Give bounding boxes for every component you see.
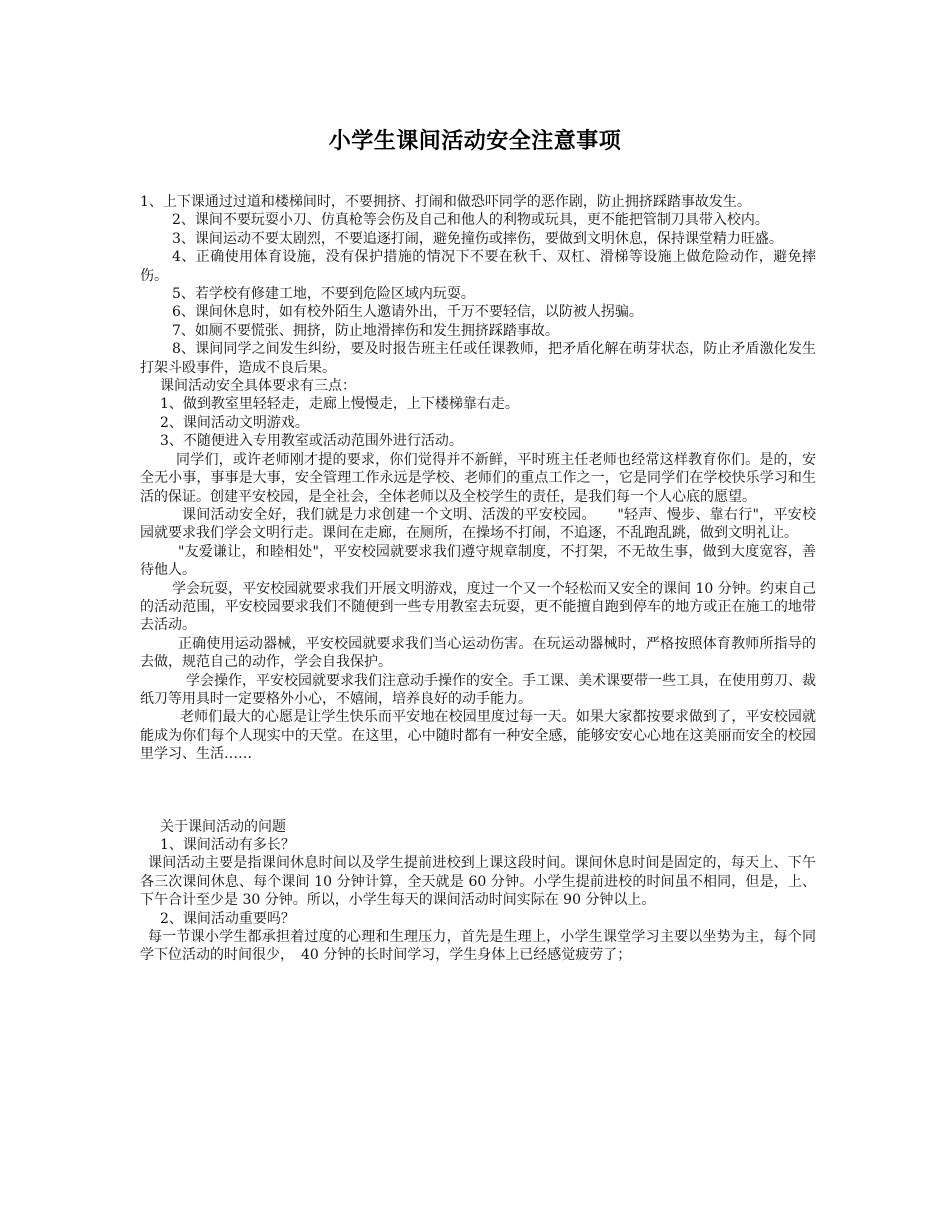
paragraph: 8、课间同学之间发生纠纷，要及时报告班主任或任课教师，把矛盾化解在萌芽状态，防止矛盾激化发生打架斗殴事件，造成不良后果。 — [140, 341, 816, 376]
paragraph: 同学们，或许老师刚才提的要求，你们觉得并不新鲜，平时班主任老师也经常这样教育你们。是的，安全无小事，事事是大事，安全管理工作永远是学校、老师们的重点工作之一，它是同学们在学校快乐学习和生活的保证。创建平安校园，是全社会，全体老师以及全校学生的责任，是我们每一个人心底的愿望。 — [140, 451, 816, 505]
paragraph: 1、做到教室里轻轻走，走廊上慢慢走，上下楼梯靠右走。 — [160, 396, 519, 413]
paragraph: 3、课间运动不要太剧烈，不要追逐打闹，避免撞伤或摔伤，要做到文明休息，保持课堂精力旺盛。 — [172, 230, 783, 247]
paragraph: 老师们最大的心愿是让学生快乐而平安地在校园里度过每一天。如果大家都按要求做到了，平安校园就能成为你们每个人现实中的天堂。在这里，心中随时都有一种安全感，能够安安心心地在这美丽而安全的校园里学习、生活…… — [140, 709, 816, 763]
paragraph: 5、若学校有修建工地，不要到危险区域内玩耍。 — [172, 286, 475, 303]
document-title: 小学生课间活动安全注意事项 — [328, 129, 622, 154]
paragraph: 正确使用运动器械，平安校园就要求我们当心运动伤害。在玩运动器械时，严格按照体育教师所指导的去做，规范自己的动作，学会自我保护。 — [140, 635, 816, 671]
paragraph: 每一节课小学生都承担着过度的心理和生理压力，首先是生理上，小学生课堂学习主要以坐势为主，每个同学下位活动的时间很少， 40 分钟的长时间学习，学生身体上已经感觉疲劳了； — [140, 929, 816, 964]
paragraph: 学会玩耍，平安校园就要求我们开展文明游戏，度过一个又一个轻松而又安全的课间 10 分钟。约束自己的活动范围，平安校园要求我们不随便到一些专用教室去玩耍，更不能擅自跑到停车的地方或正在施工的地带去活动。 — [140, 580, 816, 634]
paragraph: 课间活动安全好，我们就是力求创建一个文明、活泼的平安校园。 "轻声、慢步、靠右行"，平安校园就要求我们学会文明行走。课间在走廊，在厕所，在操场不打闹，不追逐，不乱跑乱跳，做到文明礼让。 — [140, 506, 816, 542]
paragraph — [140, 764, 816, 818]
paragraph: 1、课间活动有多长？ — [160, 837, 295, 853]
paragraph: 2、课间不要玩耍小刀、仿真枪等会伤及自己和他人的利物或玩具，更不能把管制刀具带入校内。 — [172, 212, 769, 229]
paragraph: 3、不随便进入专用教室或活动范围外进行活动。 — [160, 433, 463, 450]
paragraph: 1、上下课通过过道和楼梯间时，不要拥挤、打闹和做恐吓同学的恶作剧，防止拥挤踩踏事故发生。 — [140, 194, 751, 210]
paragraph: 关于课间活动的问题 — [160, 818, 286, 835]
paragraph: 7、如厕不要慌张、拥挤，防止地滑摔伤和发生拥挤踩踏事故。 — [172, 322, 559, 339]
paragraph: 2、课间活动重要吗？ — [160, 910, 295, 927]
paragraph: 6、课间休息时，如有校外陌生人邀请外出，千万不要轻信，以防被人拐骗。 — [172, 304, 643, 321]
paragraph: 学会操作，平安校园就要求我们注意动手操作的安全。手工课、美术课要带一些工具，在使用剪刀、裁纸刀等用具时一定要格外小心，不嬉闹，培养良好的动手能力。 — [140, 672, 816, 707]
paragraph: 2、课间活动文明游戏。 — [160, 414, 309, 431]
paragraph: 课间活动主要是指课间休息时间以及学生提前进校到上课这段时间。课间休息时间是固定的，每天上、下午各三次课间休息、每个课间 10 分钟计算，全天就是 60 分钟。小学生提前进校的时间虽不相同，但是，上、下午合计至少是 30 分钟。所以，小学生每天的课间活动时间实际在 90 分钟以上。 — [140, 855, 816, 909]
paragraph: "友爱谦让，和睦相处"，平安校园就要求我们遵守规章制度，不打架，不无故生事，做到大度宽容，善待他人。 — [140, 543, 816, 579]
paragraph: 4、正确使用体育设施，没有保护措施的情况下不要在秋千、双杠、滑梯等设施上做危险动作，避免摔伤。 — [140, 249, 816, 284]
document-body — [140, 193, 816, 965]
paragraph: 课间活动安全具体要求有三点： — [160, 378, 356, 395]
